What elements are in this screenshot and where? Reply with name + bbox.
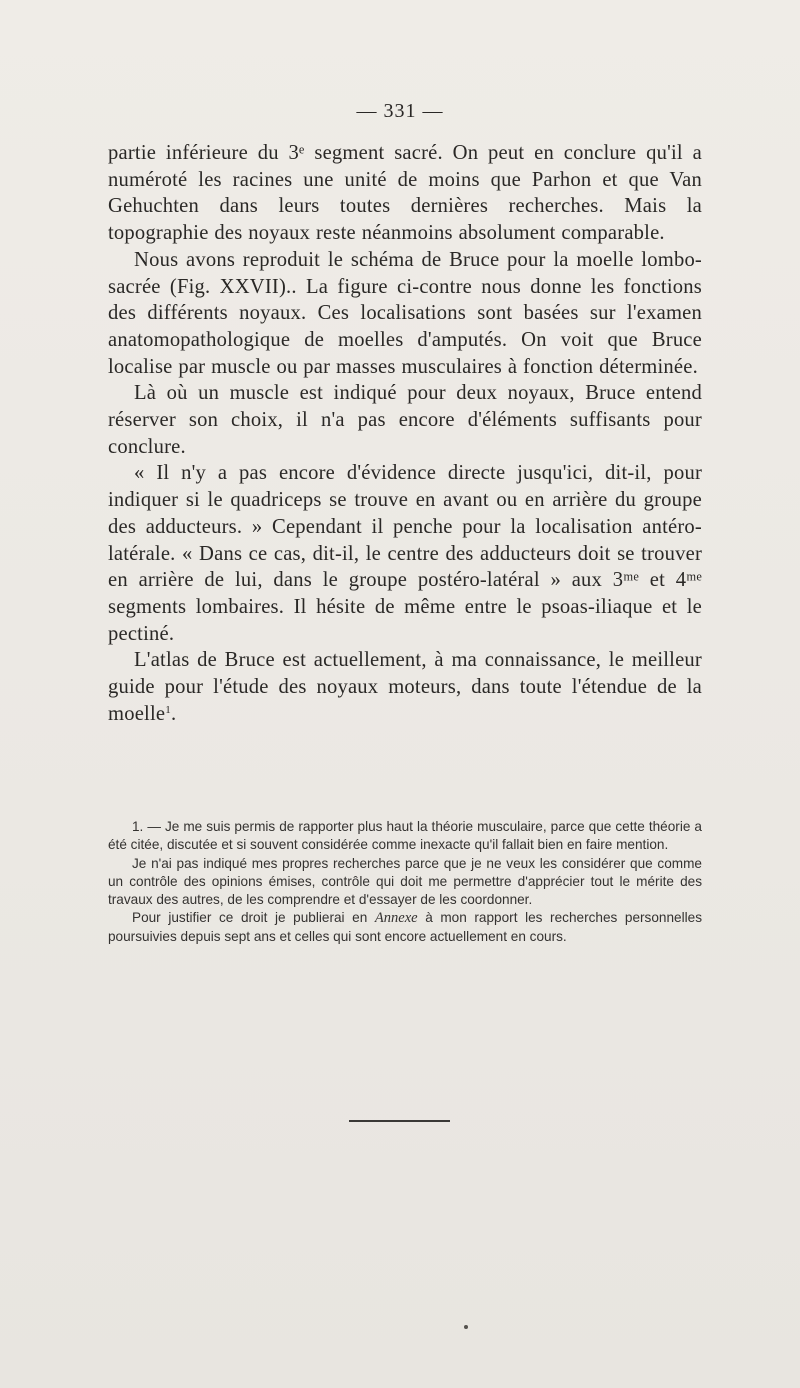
paragraph: Là où un muscle est indiqué pour deux noyaux, Bruce entend réserver son choix, il n'a pas encore d'éléments suffisants pour conclure. [108,382,702,458]
paragraph: Nous avons reproduit le schéma de Bruce pour la moelle lombo-sacrée (Fig. XXVII).. La figure ci-contre nous donne les fonctions des différents noyaux. Ces localisations sont basées sur l'examen anatomopathologique de moelles d'amputés. On voit que Bruce localise par muscle ou par masses musculaires à fonction déterminée. [108,248,702,378]
footnotes [108,818,702,946]
paragraph: « Il n'y a pas encore d'évidence directe jusqu'ici, dit-il, pour indiquer si le quadriceps se trouve en avant ou en arrière du groupe des adducteurs. » Cependant il penche pour la localisation antéro-latérale. « Dans ce cas, dit-il, le centre des adducteurs doit se trouver en arrière de lui, dans le groupe postéro-latéral » aux 3ᵐᵉ et 4ᵐᵉ segments lombaires. Il hésite de même entre le psoas-iliaque et le pectiné. [108,462,702,645]
page-number: — 331 — [356,100,444,122]
footnote-text: Pour justifier ce droit je publierai en [132,910,368,926]
footnote-reference: 1 [165,703,171,716]
footnote-continuation: Je n'ai pas indiqué mes propres recherches parce que je ne veux les considérer que comme un contrôle des opinions émises, contrôle qui doit me permettre d'apprécier tout le mérite des travaux des autres, de les comprendre et d'essayer de les coordonner. [108,855,702,908]
paragraph-text: L'atlas de Bruce est actuellement, à ma connaissance, le meilleur guide pour l'étude des noyaux moteurs, dans toute l'étendue de la moelle [108,649,702,725]
end-rule [349,1120,450,1122]
footnote-continuation [108,909,702,946]
paragraph: partie inférieure du 3ᵉ segment sacré. On peut en conclure qu'il a numéroté les racines une unité de moins que Parhon et que Van Gehuchten dans leurs toutes dernières recherches. Mais la topographie des noyaux reste néanmoins absolument comparable. [108,142,702,245]
paragraph-last [108,647,702,727]
paragraph-end: . [170,702,177,725]
paper-speck [464,1325,468,1329]
footnote-text: à mon rapport les recherches personnelles poursuivies depuis sept ans et celles qui sont encore actuellement en cours. [108,910,702,944]
main-text [108,140,702,727]
footnote: 1. — Je me suis permis de rapporter plus haut la théorie musculaire, parce que cette théorie a été citée, discutée et si souvent considérée comme inexacte qu'il fallait bien en faire mention. [108,819,702,853]
footnote-italic: Annexe [374,910,418,927]
